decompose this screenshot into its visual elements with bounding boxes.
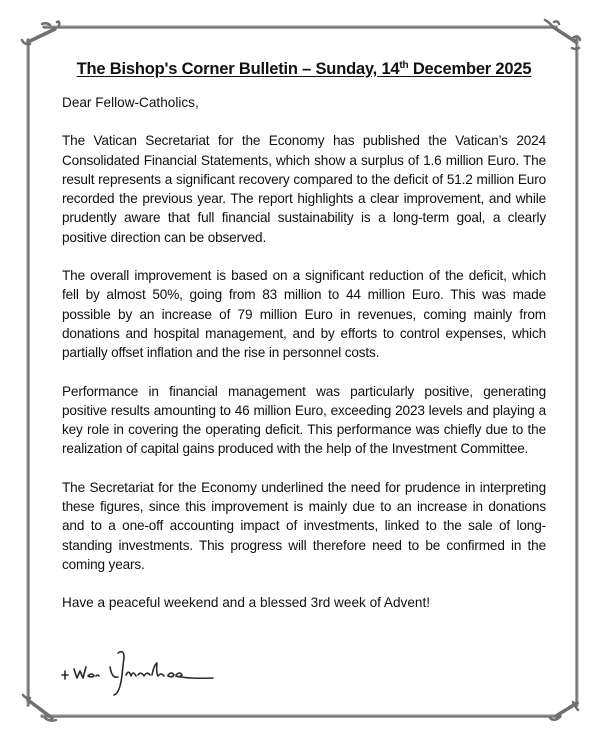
bulletin-title [50,60,558,79]
title-date-suffix: December 2025 [408,60,532,78]
bulletin-page [62,60,546,613]
title-ordinal-superscript: th [399,60,409,71]
paragraph-financial-management: Performance in financial management was particularly positive, generating positive results amounting to 46 million Euro, exceeding 2023 levels and playing a key role in covering the operating deficit. This performance was chiefly due to the realization of capital gains produced with the help of the Investment Committee. [62,383,546,457]
salutation: Dear Fellow-Catholics, [62,95,199,110]
paragraph-prudence: The Secretariat for the Economy underlined the need for prudence in interpreting these figures, since this improvement is mainly due to an increase in donations and to a one-off accounting impact of investments, linked to the sale of long-standing investments. This progress will therefore need to be confirmed in the coming years. [62,479,546,572]
paragraph-financial-statements: The Vatican Secretariat for the Economy has published the Vatican’s 2024 Consolidated Financial Statements, which show a surplus of 1.6 million Euro. The result represents a significant recovery compared to the deficit of 51.2 million Euro recorded the previous year. The report highlights a clear improvement, and while prudently aware that full financial sustainability is a long-term goal, a clearly positive direction can be observed. [62,133,546,245]
bishop-signature [58,645,228,705]
title-text: The Bishop's Corner Bulletin – Sunday, 14 [76,60,400,78]
paragraph-deficit-reduction: The overall improvement is based on a significant reduction of the deficit, which fell by almost 50%, going from 83 million to 44 million Euro. This was made possible by an increase of 79 million Euro in revenues, coming mainly from donations and hospital management, and by efforts to control expenses, which partially offset inflation and the rise in personnel costs. [62,268,546,361]
closing-greeting: Have a peaceful weekend and a blessed 3rd week of Advent! [62,595,431,611]
